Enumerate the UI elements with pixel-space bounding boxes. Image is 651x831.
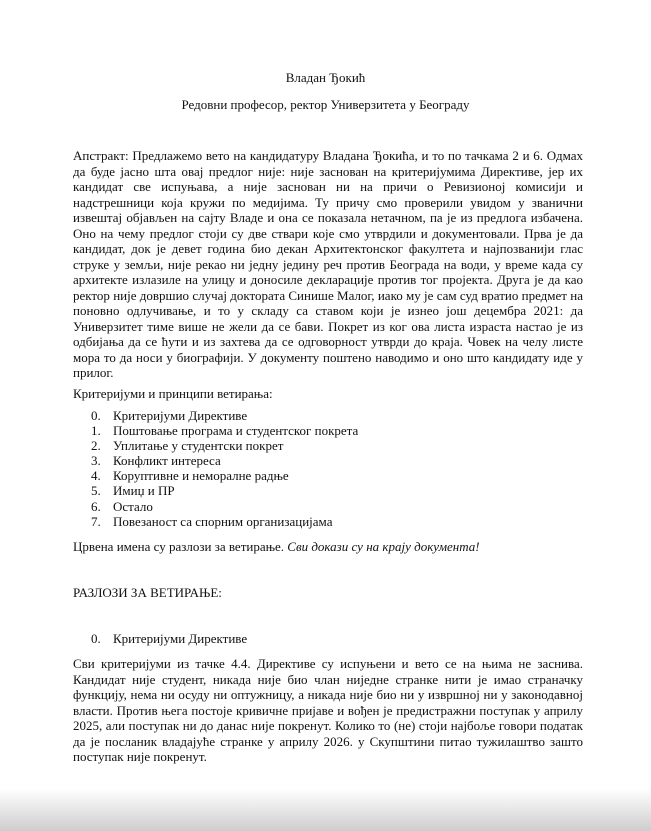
- subheading-number: 0.: [91, 631, 101, 646]
- author-role: Редовни професор, ректор Универзитета у Београду: [181, 97, 470, 112]
- note-text: Црвена имена су разлози за ветирање.: [73, 539, 285, 554]
- list-item: 6. Остало: [91, 498, 153, 514]
- criteria-heading: Критеријуми и принципи ветирања:: [73, 386, 273, 401]
- criteria-note: [73, 539, 480, 555]
- list-item: 2. Уплитање у студентски покрет: [91, 438, 284, 454]
- note-italic: Сви докази су на крају документа!: [287, 539, 480, 554]
- list-item: 7. Повезаност са спорним организацијама: [91, 513, 333, 529]
- page-bottom-shadow: [0, 789, 651, 831]
- reasons-subheading: [91, 631, 247, 647]
- reasons-paragraph: Сви критеријуми из тачке 4.4. Директиве су испуњени и вето се на њима не заснива. Кандидат није студент, никада није био члан ниједне странке нити је имао страначку функцију, нема ни осуду ни оптужницу, а никада није био ни у извршној ни у законодавној власти. Против њега постоје кривичне пријаве и вођен је предистражни поступак у априлу 2025, али поступак ни до данас није покренут. Колико то (не) стоји најбоље говори податак да је посланик владајуће странке у априлу 2026. у Скупштини питао тужилаштво зашто поступак није покренут.: [73, 656, 583, 764]
- subheading-label: Критеријуми Директиве: [113, 631, 248, 646]
- list-item: 0. Критеријуми Директиве: [91, 408, 248, 423]
- list-item: 3. Конфликт интереса: [91, 453, 221, 469]
- reasons-heading: РАЗЛОЗИ ЗА ВЕТИРАЊЕ:: [73, 585, 222, 600]
- author-name: Владан Ђокић: [285, 70, 366, 85]
- abstract-paragraph: Апстракт: Предлажемо вето на кандидатуру Владана Ђокића, и то по тачкама 2 и 6. Одмах да буде јасно шта овај предлог није: није заснован на критеријумима Директиве, јер их кандидат све испуњава, а није заснован ни на причи о Ревизионој комисији и надстрешници која кружи по медијима. Ту причу смо проверили увидом у званични извештај објављен на сајту Владе и она се показала нетачном, па је из предлога избачена. Оно на чему предлог стоји су две ствари које смо утврдили и документовали. Прва је да кандидат, док је девет година био декан Архитектонског факултета и најпозванији глас струке у земљи, није рекао ни једну једину реч против Београда на води, у време када су архитекте излазиле на улицу и доносиле декларације против тог пројекта. Друга је да као ректор није довршио случај доктората Синише Малог, иако му је сам суд вратио предмет на поновно одлучивање, и то у складу са ставом који је изнео још децембра 2021: да Универзитет тиме више не жели да се бави. Покрет из ког ова листа израста настао је из одбијања да се ћути и из захтева да се одговорност утврди до краја. Човек на челу листе мора то да носи у биографији. У документу поштено наводимо и оно што кандидату иде у прилог.: [73, 148, 583, 380]
- list-item: 4. Коруптивне и неморалне радње: [91, 468, 289, 484]
- criteria-list: [91, 408, 358, 529]
- list-item: 1. Поштовање програма и студентског покрета: [91, 423, 359, 439]
- list-item: 5. Имиџ и ПР: [91, 483, 175, 499]
